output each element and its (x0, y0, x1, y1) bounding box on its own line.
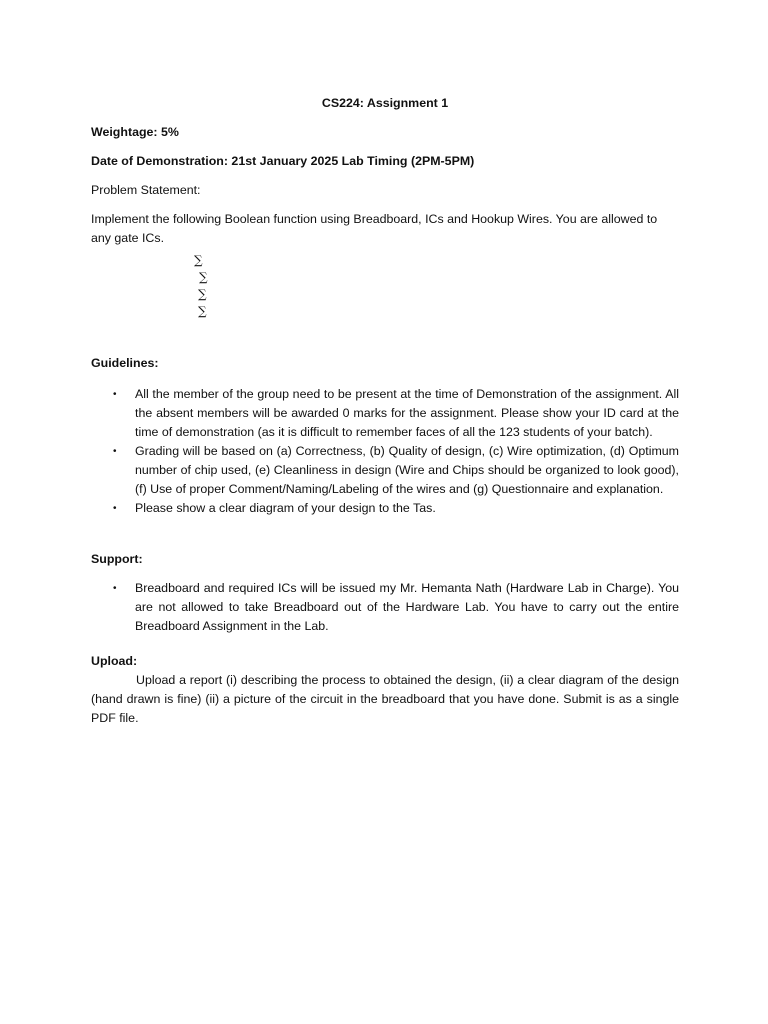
guideline-text: Grading will be based on (a) Correctness, (b) Quality of design, (c) Wire optimization, (d) Optimum number of chip used, (e) Cleanliness in design (Wire and Chips should be organized to look good), (f) Use of proper Comment/Naming/Labeling of the wires and (g) Questionnaire and explanation. (135, 444, 679, 496)
weightage-line: Weightage: 5% (91, 125, 179, 139)
problem-statement-label: Problem Statement: (91, 183, 201, 197)
boolean-function-block (91, 252, 679, 320)
guideline-item (91, 499, 679, 518)
guideline-item (91, 385, 679, 442)
problem-statement-text: Implement the following Boolean function using Breadboard, ICs and Hookup Wires. You are allowed to any gate ICs. (91, 212, 658, 245)
bullet-icon: • (113, 446, 117, 457)
guideline-text: All the member of the group need to be present at the time of Demonstration of the assignment. All the absent members will be awarded 0 marks for the assignment. Please show your ID card at the time of demonstration (as it is difficult to remember faces of all the 123 students of your batch). (135, 387, 679, 439)
bullet-icon: • (113, 503, 117, 514)
document-title: CS224: Assignment 1 (321, 96, 449, 110)
upload-text: Upload a report (i) describing the process to obtained the design, (ii) a clear diagram of the design (hand drawn is fine) (ii) a picture of the circuit in the breadboard that you have done. Submit is as a single PDF file. (91, 673, 679, 725)
bullet-icon: • (113, 583, 117, 594)
support-list (91, 579, 679, 636)
summation-symbol: ∑ (199, 270, 208, 284)
guidelines-heading: Guidelines: (91, 356, 159, 370)
summation-symbol: ∑ (198, 287, 207, 301)
support-heading: Support: (91, 552, 143, 566)
bullet-icon: • (113, 389, 117, 400)
guideline-item (91, 442, 679, 499)
guidelines-list (91, 385, 679, 518)
demonstration-date-line: Date of Demonstration: 21st January 2025 Lab Timing (2PM-5PM) (91, 154, 475, 168)
summation-symbol: ∑ (194, 253, 203, 267)
support-text: Breadboard and required ICs will be issued my Mr. Hemanta Nath (Hardware Lab in Charge). You are not allowed to take Breadboard out of the Hardware Lab. You have to carry out the entire Breadboard Assignment in the Lab. (135, 581, 679, 633)
summation-symbol: ∑ (198, 304, 207, 318)
document-content (91, 94, 679, 738)
upload-heading: Upload: (91, 654, 138, 668)
support-item (91, 579, 679, 636)
spacer (91, 528, 679, 550)
guideline-text: Please show a clear diagram of your design to the Tas. (135, 501, 436, 515)
